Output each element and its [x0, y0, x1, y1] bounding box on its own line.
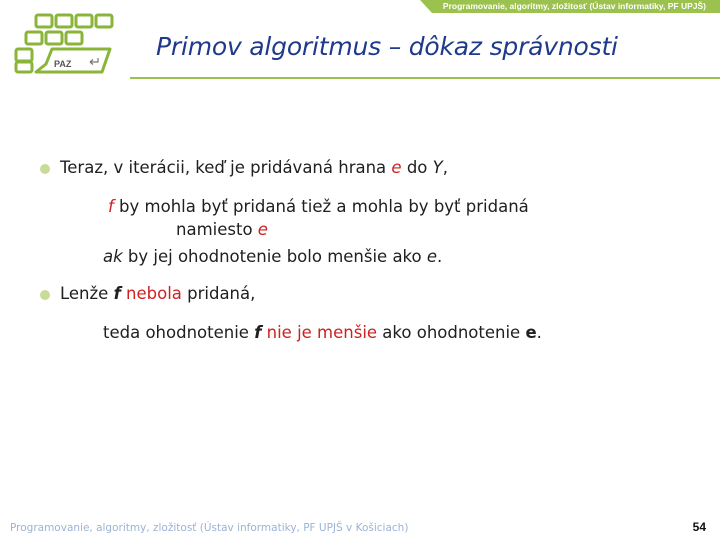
header-banner-text: Programovanie, algoritmy, zložitosť (Ústav informatiky, PF UPJŠ)	[442, 1, 706, 11]
logo-text: PAZ	[54, 59, 72, 69]
paz-logo	[12, 12, 116, 76]
footer-text: Programovanie, algoritmy, zložitosť (Ústav informatiky, PF UPJŠ v Košiciach)	[10, 522, 409, 534]
bullet-marker	[40, 164, 50, 174]
bullet-1-subline-3: ak by jej ohodnotenie bolo menšie ako e.	[103, 247, 443, 266]
slide-title: Primov algoritmus – dôkaz správnosti	[156, 32, 618, 61]
bullet-1-subline-2: namiesto e	[176, 220, 268, 239]
bullet-1-text: Teraz, v iterácii, keď je pridávaná hrana e do Y,	[60, 158, 448, 177]
bullet-2-text: Lenže f nebola pridaná,	[60, 284, 256, 303]
title-underline	[130, 77, 720, 79]
bullet-marker	[40, 290, 50, 300]
bullet-1-subline-1: f by mohla byť pridaná tiež a mohla by byť pridaná	[108, 197, 529, 216]
bullet-2-subline-1: teda ohodnotenie f nie je menšie ako ohodnotenie e.	[103, 323, 542, 342]
page-number: 54	[692, 520, 706, 534]
